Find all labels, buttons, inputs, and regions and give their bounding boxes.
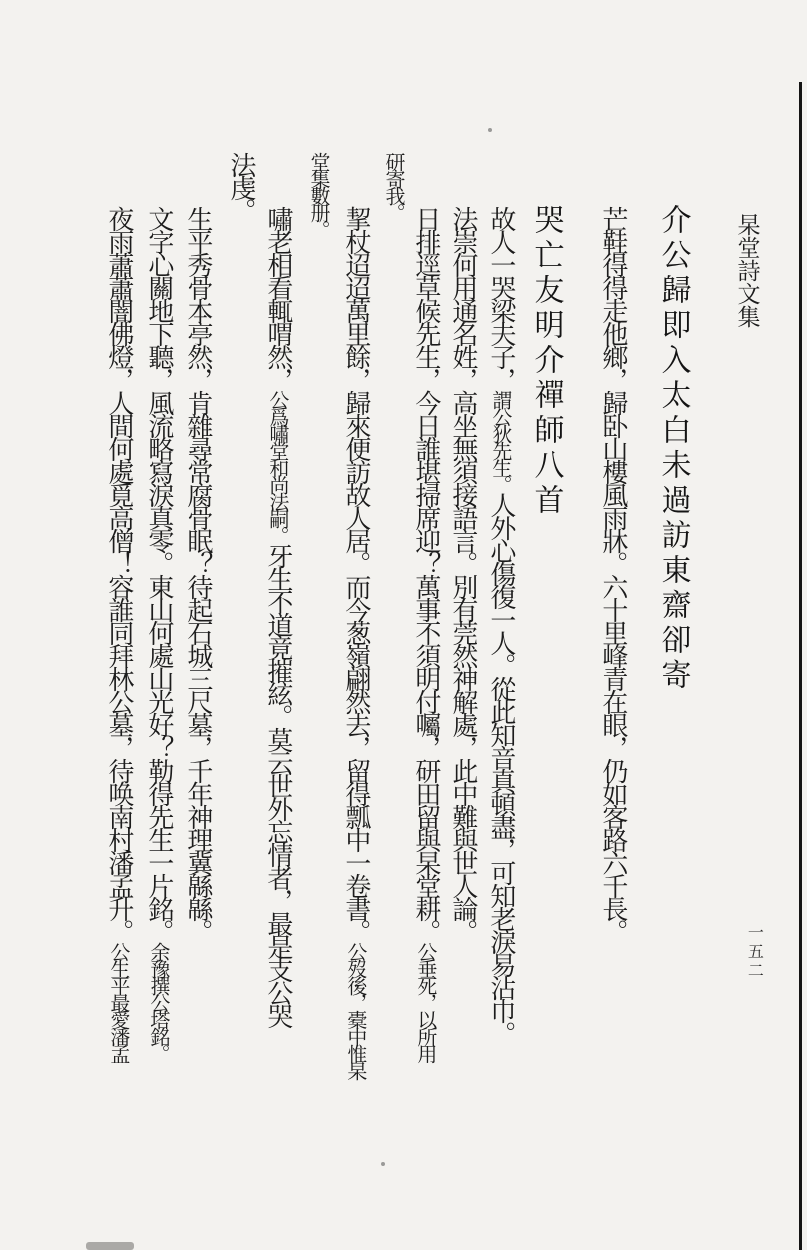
verse-text: 故人一哭梁夫子，: [485, 206, 516, 390]
scan-speck: [488, 128, 492, 132]
inline-annotation: 公歿後，橐中惟杲: [343, 942, 368, 1078]
verse-column: [340, 206, 370, 1078]
verse-column: [143, 206, 173, 1061]
inline-annotation: 余豫撰公塔銘。: [146, 942, 171, 1061]
verse-column: [410, 206, 440, 1061]
verse-text: 嘯老相看輒喟然，: [262, 206, 293, 390]
verse-text: 文字心關地下聽，風流略寫淚真零。東山何處山光好？勒得先生一片銘。: [143, 206, 174, 942]
page-number: 一五二: [745, 924, 765, 981]
verse-text: 牙生不道竟摧絃。莫云世外忘情者，最是支公哭: [262, 543, 293, 1026]
annotation-continuation-column: 研寄我。: [382, 152, 406, 220]
verse-text: 挈杖迢迢萬里餘，歸來便訪故人居。而今葱嶺翩然去，留得瓢中一卷書。: [340, 206, 371, 942]
page-border-line: [799, 82, 802, 1250]
verse-column: 法崇何用通名姓，高坐無須接語言。別有莞然神解處，此中難與世人論。: [447, 206, 478, 942]
inline-annotation: 公垂死，以所用: [413, 942, 438, 1061]
inline-annotation: 公爲嘯堂和尚法嗣。: [265, 390, 290, 543]
verse-text: 夜雨蕭蕭闇佛燈，人間何處覓高僧！容誰同拜林公墓，待唤南村潘孟升。: [103, 206, 134, 942]
inline-annotation: 謂公狄先生。: [488, 390, 513, 492]
annotation-continuation-column: 堂集數册。: [307, 152, 331, 237]
verse-column: 生平秀骨本亭然，肯雜尋常腐骨眠？待起石城三尺墓，千年神理冀緜緜。: [182, 206, 213, 942]
scan-speck: [381, 1162, 385, 1166]
verse-column: [103, 206, 133, 1061]
verse-column: 芒鞋得得走他鄉，歸卧山樓風雨牀。六十里峰青在眼，仍如客路六千長。: [597, 206, 628, 942]
poem-title: 哭亡友明介禪師八首: [528, 204, 564, 519]
verse-continuation-column: 法虔。: [225, 152, 256, 221]
verse-column: [485, 206, 515, 1044]
verse-text: 人外心傷復一人。從此知音真頓盡，可知老淚易沾巾。: [485, 492, 516, 1044]
inline-annotation: 公生平最愛潘孟: [106, 942, 131, 1061]
verse-column: [262, 206, 292, 1026]
running-head-book-title: 杲堂詩文集: [733, 213, 760, 328]
scan-smudge: [86, 1242, 134, 1250]
verse-text: 日排逕草候先生，今日誰堪掃席迎？萬事不須明付囑，研田留與杲堂耕。: [410, 206, 441, 942]
poem-title: 介公歸即入太白未過訪東齋卻寄: [655, 204, 691, 694]
